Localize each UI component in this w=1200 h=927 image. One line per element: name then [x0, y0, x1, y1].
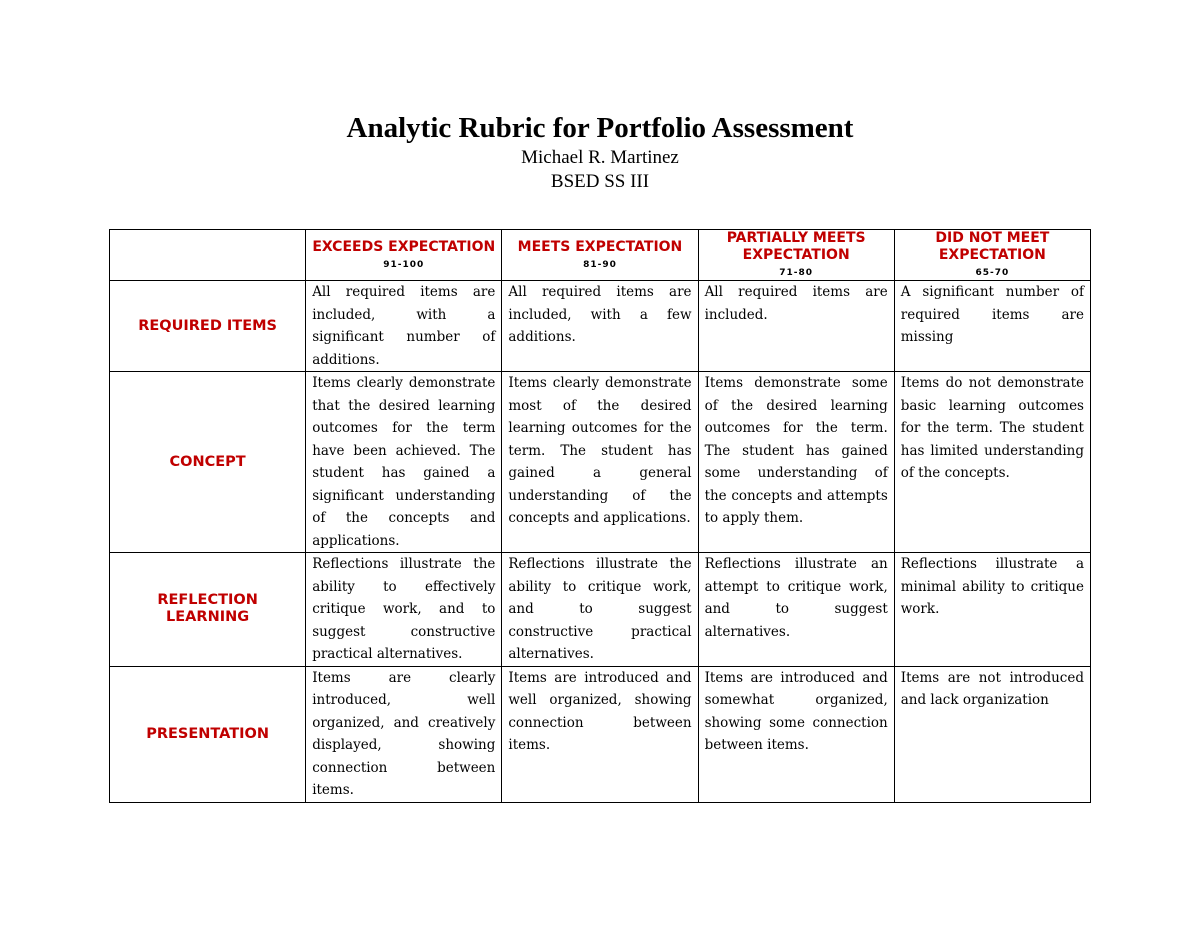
descriptor-cell: All required items are included, with a few additions.	[502, 281, 698, 372]
course-name: BSED SS III	[550, 171, 650, 192]
level-range: 81-90	[583, 259, 617, 270]
level-header-exceeds	[306, 230, 502, 281]
descriptor-cell: Reflections illustrate the ability to effectively critique work, and to suggest constructive practical alternatives.	[306, 553, 502, 667]
author-name: Michael R. Martinez	[521, 147, 679, 168]
descriptor-cell: Items do not demonstrate basic learning outcomes for the term. The student has limited understanding of the concepts.	[894, 372, 1090, 553]
level-range: 91-100	[383, 259, 425, 270]
descriptor-cell: Items are introduced and somewhat organized, showing some connection between items.	[698, 666, 894, 802]
level-header-partially-meets	[698, 230, 894, 281]
descriptor-cell: All required items are included, with a significant number of additions.	[306, 281, 502, 372]
corner-cell	[110, 230, 306, 281]
descriptor-cell: Reflections illustrate an attempt to critique work, and to suggest alternatives.	[698, 553, 894, 667]
criterion-label: CONCEPT	[110, 372, 306, 553]
rubric-row-reflection-learning	[110, 553, 1091, 667]
document-header	[0, 110, 1200, 194]
level-name: EXCEEDS EXPECTATION	[312, 238, 496, 255]
rubric-row-presentation	[110, 666, 1091, 802]
descriptor-cell: Items are clearly introduced, well organized, and creatively displayed, showing connection between items.	[306, 666, 502, 802]
level-range: 65-70	[975, 268, 1010, 278]
level-name: PARTIALLY MEETS EXPECTATION	[726, 230, 866, 263]
level-header-did-not-meet	[894, 230, 1090, 281]
descriptor-cell: Items clearly demonstrate that the desired learning outcomes for the term have been achieved. The student has gained a significant understanding of the concepts and applications.	[306, 372, 502, 553]
document-title: Analytic Rubric for Portfolio Assessment	[346, 112, 854, 144]
level-range: 71-80	[779, 268, 814, 278]
level-name: DID NOT MEET EXPECTATION	[935, 230, 1050, 263]
descriptor-cell: Items are not introduced and lack organization	[894, 666, 1090, 802]
criterion-label: REFLECTION LEARNING	[110, 553, 306, 667]
level-name: MEETS EXPECTATION	[517, 238, 683, 255]
rubric-table	[109, 229, 1091, 803]
rubric-row-required-items	[110, 281, 1091, 372]
descriptor-cell: Items clearly demonstrate most of the desired learning outcomes for the term. The student has gained a general understanding of the concepts and applications.	[502, 372, 698, 553]
descriptor-cell: A significant number of required items are missing	[894, 281, 1090, 372]
descriptor-cell: Reflections illustrate a minimal ability to critique work.	[894, 553, 1090, 667]
criterion-label: PRESENTATION	[110, 666, 306, 802]
criterion-label: REQUIRED ITEMS	[110, 281, 306, 372]
descriptor-cell: Reflections illustrate the ability to critique work, and to suggest constructive practical alternatives.	[502, 553, 698, 667]
descriptor-cell: All required items are included.	[698, 281, 894, 372]
descriptor-cell: Items demonstrate some of the desired learning outcomes for the term. The student has gained some understanding of the concepts and attempts to apply them.	[698, 372, 894, 553]
rubric-row-concept	[110, 372, 1091, 553]
descriptor-cell: Items are introduced and well organized, showing connection between items.	[502, 666, 698, 802]
rubric-header-row	[110, 230, 1091, 281]
level-header-meets	[502, 230, 698, 281]
